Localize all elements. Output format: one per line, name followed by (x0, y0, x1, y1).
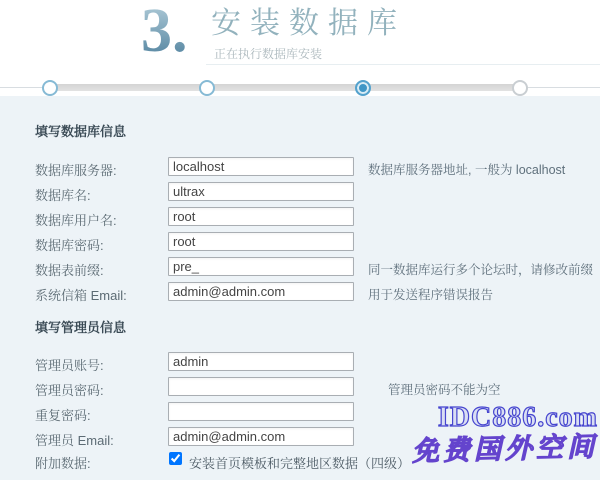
progress-step-2 (199, 80, 215, 96)
page-title: 安装数据库 (211, 7, 406, 40)
form-content (0, 96, 600, 480)
admin-section-heading: 填写管理员信息 (35, 320, 127, 335)
table-prefix-hint: 同一数据库运行多个论坛时，请修改前缀 (368, 263, 594, 277)
system-email-input[interactable] (168, 282, 354, 301)
db-user-input[interactable] (168, 207, 354, 226)
subtitle-divider (206, 64, 600, 65)
db-user-label: 数据库用户名: (35, 213, 117, 228)
db-section-heading: 填写数据库信息 (35, 124, 127, 139)
extra-data-option-label: 安装首页模板和完整地区数据（四级） (189, 456, 411, 471)
db-server-input[interactable] (168, 157, 354, 176)
system-email-hint: 用于发送程序错误报告 (368, 288, 494, 302)
repeat-password-row (0, 402, 600, 422)
admin-password-hint: 管理员密码不能为空 (388, 383, 501, 397)
admin-password-label: 管理员密码: (35, 383, 104, 398)
progress-track (50, 84, 520, 91)
extra-data-checkbox[interactable] (169, 452, 182, 465)
admin-password-row (0, 377, 600, 397)
db-server-label: 数据库服务器: (35, 163, 117, 178)
extra-data-row (0, 450, 600, 470)
system-email-row (0, 282, 600, 302)
db-password-label: 数据库密码: (35, 238, 104, 253)
progress-step-3-active (355, 80, 371, 96)
admin-email-input[interactable] (168, 427, 354, 446)
extra-data-label: 附加数据: (35, 456, 91, 471)
step-number: 3. (141, 0, 188, 65)
admin-username-row (0, 352, 600, 372)
progress-step-4 (512, 80, 528, 96)
repeat-password-label: 重复密码: (35, 408, 91, 423)
table-prefix-label: 数据表前缀: (35, 263, 104, 278)
wizard-header (0, 0, 600, 96)
db-server-hint: 数据库服务器地址, 一般为 localhost (368, 163, 566, 177)
repeat-password-input[interactable] (168, 402, 354, 421)
admin-email-label: 管理员 Email: (35, 433, 114, 448)
db-name-row (0, 182, 600, 202)
db-server-row (0, 157, 600, 177)
db-name-label: 数据库名: (35, 188, 91, 203)
db-password-input[interactable] (168, 232, 354, 251)
db-user-row (0, 207, 600, 227)
admin-password-input[interactable] (168, 377, 354, 396)
db-password-row (0, 232, 600, 252)
progress-step-1 (42, 80, 58, 96)
table-prefix-input[interactable] (168, 257, 354, 276)
table-prefix-row (0, 257, 600, 277)
system-email-label: 系统信箱 Email: (35, 288, 127, 303)
admin-username-label: 管理员账号: (35, 358, 104, 373)
db-name-input[interactable] (168, 182, 354, 201)
admin-email-row (0, 427, 600, 447)
admin-username-input[interactable] (168, 352, 354, 371)
page-subtitle: 正在执行数据库安装 (214, 47, 323, 61)
